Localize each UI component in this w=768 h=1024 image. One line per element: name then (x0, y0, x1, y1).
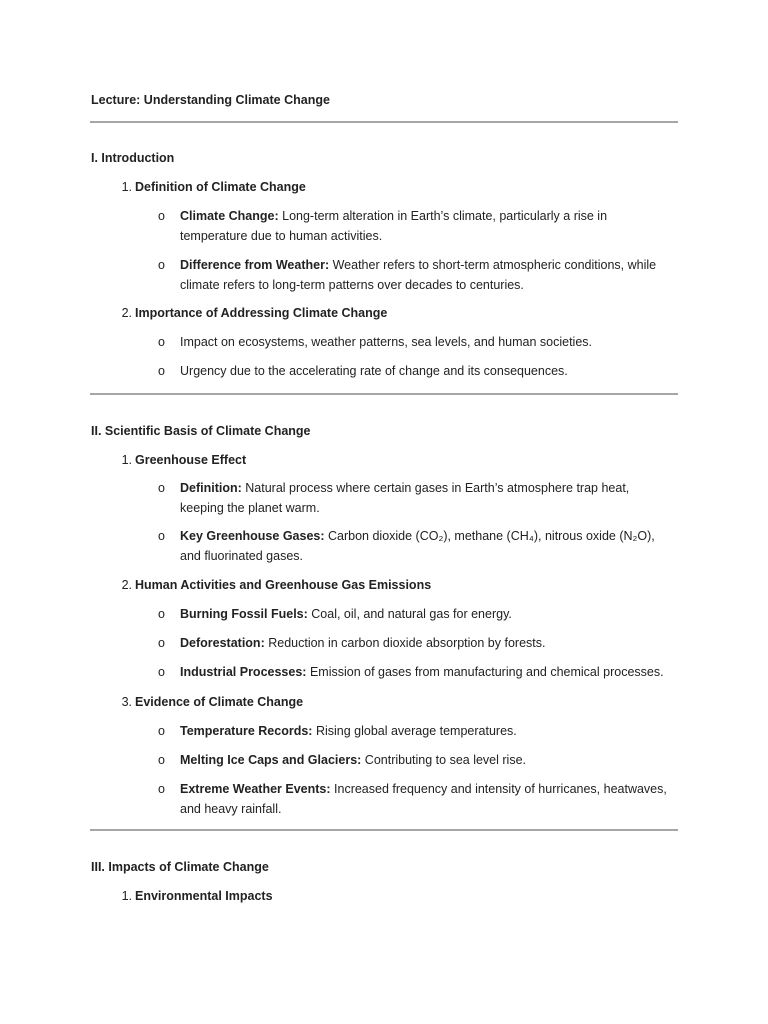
item-label: Importance of Addressing Climate Change (135, 306, 388, 320)
item-number: 1. (121, 180, 132, 194)
list-item (180, 634, 672, 654)
bullet-body: Coal, oil, and natural gas for energy. (311, 607, 512, 621)
bullet-body: Rising global average temperatures. (315, 724, 517, 738)
bullet-term: Extreme Weather Events: (180, 782, 331, 796)
bullet-term: Deforestation: (180, 636, 265, 650)
list-item (180, 256, 672, 295)
bullet-term: Industrial Processes: (180, 665, 307, 679)
bullet-body: Reduction in carbon dioxide absorption by forests. (268, 636, 546, 650)
item-number: 3. (121, 695, 132, 709)
bullet-body: Urgency due to the accelerating rate of change and its consequences. (180, 364, 568, 378)
bullet-body: Weather refers to short-term atmospheric conditions, while climate refers to long-term patterns over decades to centuries. (180, 258, 657, 292)
item-label: Environmental Impacts (135, 889, 273, 903)
divider (90, 121, 678, 123)
list-item (180, 722, 672, 742)
bullet-marker: o (158, 364, 165, 378)
bullet-body: Contributing to sea level rise. (364, 753, 526, 767)
bullet-marker: o (158, 665, 165, 679)
bullet-marker: o (158, 481, 165, 495)
item-number: 1. (121, 889, 132, 903)
list-item (180, 333, 672, 353)
divider (90, 829, 678, 831)
bullet-body: Natural process where certain gases in Earth’s atmosphere trap heat, keeping the planet warm. (180, 481, 630, 515)
bullet-term: Temperature Records: (180, 724, 313, 738)
bullet-body: Emission of gases from manufacturing and chemical processes. (309, 665, 664, 679)
bullet-marker: o (158, 529, 165, 543)
bullet-term: Melting Ice Caps and Glaciers: (180, 753, 362, 767)
bullet-term: Key Greenhouse Gases: (180, 529, 325, 543)
list-item (180, 663, 672, 683)
bullet-term: Difference from Weather: (180, 258, 330, 272)
item-number: 2. (121, 578, 132, 592)
item-label: Definition of Climate Change (135, 180, 306, 194)
item-number: 2. (121, 306, 132, 320)
bullet-marker: o (158, 636, 165, 650)
bullet-marker: o (158, 753, 165, 767)
item-label: Evidence of Climate Change (135, 695, 304, 709)
item-number: 1. (121, 453, 132, 467)
bullet-body: Carbon dioxide (CO₂), methane (CH₄), nitrous oxide (N₂O), and fluorinated gases. (180, 529, 655, 563)
list-item (180, 479, 672, 518)
list-item (180, 362, 672, 382)
section-heading: II. Scientific Basis of Climate Change (91, 424, 311, 438)
bullet-body: Increased frequency and intensity of hurricanes, heatwaves, and heavy rainfall. (180, 782, 667, 816)
bullet-term: Definition: (180, 481, 242, 495)
item-label: Human Activities and Greenhouse Gas Emissions (135, 578, 432, 592)
list-item (180, 207, 672, 246)
bullet-marker: o (158, 258, 165, 272)
bullet-marker: o (158, 607, 165, 621)
bullet-term: Climate Change: (180, 209, 279, 223)
list-item (180, 751, 672, 771)
list-item (180, 780, 672, 819)
bullet-body: Impact on ecosystems, weather patterns, sea levels, and human societies. (180, 335, 593, 349)
item-label: Greenhouse Effect (135, 453, 247, 467)
list-item (180, 527, 672, 566)
bullet-marker: o (158, 209, 165, 223)
bullet-marker: o (158, 724, 165, 738)
section-heading: I. Introduction (91, 151, 175, 165)
document-title: Lecture: Understanding Climate Change (91, 93, 330, 107)
bullet-body: Long-term alteration in Earth’s climate, particularly a rise in temperature due to human activities. (180, 209, 608, 243)
bullet-marker: o (158, 335, 165, 349)
section-heading: III. Impacts of Climate Change (91, 860, 269, 874)
bullet-marker: o (158, 782, 165, 796)
bullet-term: Burning Fossil Fuels: (180, 607, 308, 621)
list-item (180, 605, 672, 625)
divider (90, 393, 678, 395)
